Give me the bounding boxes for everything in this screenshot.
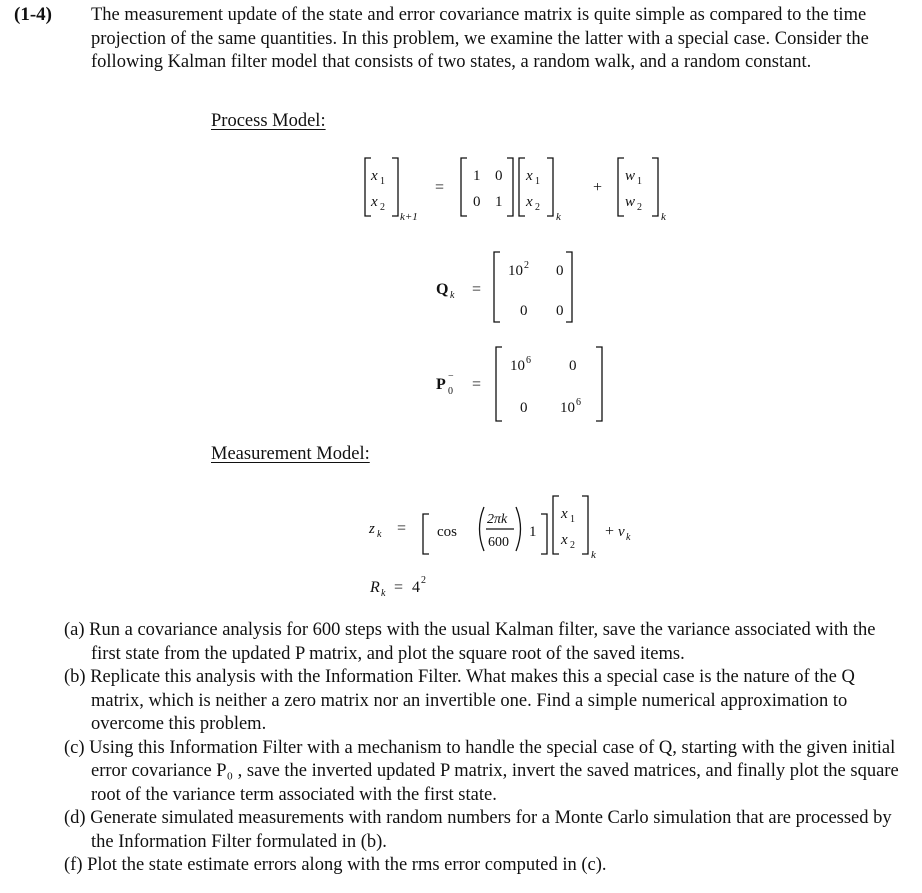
p0-11: 10 bbox=[510, 358, 525, 374]
r-subscript: k bbox=[381, 588, 386, 599]
part-d bbox=[64, 807, 909, 854]
subscript-k-plus-1: k+1 bbox=[400, 211, 418, 222]
part-c-text: Using this Information Filter with a mechanism to handle the special case of Q, starting with the given initial error covariance P₀ , save the inverted updated P matrix, invert the saved matrices, and finally plot the square root of the variance term associated with the first state. bbox=[89, 737, 899, 805]
q-label: Q bbox=[436, 281, 449, 298]
q-12: 0 bbox=[556, 263, 564, 279]
w2-element: w bbox=[625, 194, 636, 210]
r-equation bbox=[368, 568, 488, 602]
problem-number: (1-4) bbox=[14, 4, 52, 25]
mx2-subscript: 2 bbox=[570, 540, 575, 551]
z-subscript: k bbox=[377, 529, 382, 540]
part-b-text: Replicate this analysis with the Information Filter. What makes this a special case is the nature of the Q matrix, which is neither a zero matrix nor an invertible one. Find a simple numerical approximation to overcome this problem. bbox=[90, 667, 855, 734]
xk1-element: x bbox=[526, 168, 533, 184]
q-matrix-equation bbox=[430, 248, 610, 328]
v-symbol: v bbox=[618, 524, 625, 540]
q-11: 10 bbox=[508, 263, 523, 279]
w1-subscript: 1 bbox=[637, 176, 642, 187]
r-base: 4 bbox=[412, 579, 420, 596]
mx-subscript-k: k bbox=[591, 549, 596, 561]
x1-element: x bbox=[371, 168, 378, 184]
subscript-k: k bbox=[556, 211, 561, 222]
fraction-denominator: 600 bbox=[488, 535, 509, 550]
q-21: 0 bbox=[520, 303, 528, 319]
process-model-heading: Process Model: bbox=[211, 111, 326, 131]
part-b bbox=[64, 666, 909, 737]
p0-22: 10 bbox=[560, 400, 575, 416]
q-equals: = bbox=[472, 281, 482, 298]
part-b-label: (b) bbox=[64, 667, 86, 687]
part-d-label: (d) bbox=[64, 808, 86, 828]
r-exponent: 2 bbox=[421, 575, 426, 586]
v-subscript: k bbox=[626, 532, 631, 543]
plus-sign: + bbox=[593, 179, 603, 196]
phi-12: 0 bbox=[495, 168, 503, 184]
r-symbol: R bbox=[370, 579, 380, 596]
phi-21: 0 bbox=[473, 194, 481, 210]
p0-22-exponent: 6 bbox=[576, 397, 581, 408]
fraction-numerator: 2πk bbox=[487, 512, 508, 527]
measurement-equation bbox=[365, 490, 705, 565]
part-a bbox=[64, 619, 909, 666]
p0-21: 0 bbox=[520, 400, 528, 416]
w1-element: w bbox=[625, 168, 636, 184]
z-equals: = bbox=[397, 520, 407, 537]
h-second-element: 1 bbox=[529, 524, 537, 540]
subscript-k-w: k bbox=[661, 211, 666, 222]
mx1-element: x bbox=[561, 506, 568, 522]
w2-subscript: 2 bbox=[637, 202, 642, 213]
x2-element: x bbox=[371, 194, 378, 210]
r-equals: = bbox=[394, 579, 404, 596]
p0-matrix-equation bbox=[430, 343, 630, 427]
p0-11-exponent: 6 bbox=[526, 355, 531, 366]
xk1-subscript: 1 bbox=[535, 176, 540, 187]
p0-equals: = bbox=[472, 376, 482, 393]
cos-label: cos bbox=[437, 524, 457, 540]
q-subscript: k bbox=[450, 290, 455, 301]
question-parts bbox=[64, 619, 909, 878]
part-c-label: (c) bbox=[64, 737, 85, 758]
v-plus: + bbox=[605, 523, 615, 540]
z-symbol: z bbox=[369, 521, 375, 537]
mx1-subscript: 1 bbox=[570, 514, 575, 525]
xk2-element: x bbox=[526, 194, 533, 210]
part-a-text: Run a covariance analysis for 600 steps with the usual Kalman filter, save the variance associated with the first state from the updated P matrix, and plot the square root of the saved items. bbox=[89, 620, 876, 664]
p0-12: 0 bbox=[569, 358, 577, 374]
part-a-label: (a) bbox=[64, 620, 85, 640]
x2-subscript: 2 bbox=[380, 202, 385, 213]
p0-subscript: 0 bbox=[448, 386, 453, 397]
part-f bbox=[64, 854, 909, 878]
part-c bbox=[64, 737, 909, 808]
part-f-text: Plot the state estimate errors along with the rms error computed in (c). bbox=[87, 855, 607, 875]
p0-superscript: − bbox=[448, 371, 454, 382]
part-d-text: Generate simulated measurements with random numbers for a Monte Carlo simulation that are processed by the Information Filter formulated in (b). bbox=[90, 808, 892, 852]
process-model-equation bbox=[355, 152, 695, 222]
q-22: 0 bbox=[556, 303, 564, 319]
phi-11: 1 bbox=[473, 168, 481, 184]
mx2-element: x bbox=[561, 532, 568, 548]
problem-intro: The measurement update of the state and error covariance matrix is quite simple as compared to the time projection of the same quantities. In this problem, we examine the latter with a special case. Consider the following Kalman filter model that consists of two states, a random walk, and a random constant. bbox=[91, 5, 869, 72]
phi-22: 1 bbox=[495, 194, 503, 210]
xk2-subscript: 2 bbox=[535, 202, 540, 213]
equals-sign: = bbox=[435, 179, 445, 196]
q-11-exponent: 2 bbox=[524, 260, 529, 271]
part-f-label: (f) bbox=[64, 855, 83, 875]
p0-label: P bbox=[436, 376, 446, 393]
x1-subscript: 1 bbox=[380, 176, 385, 187]
measurement-model-heading: Measurement Model: bbox=[211, 444, 370, 464]
